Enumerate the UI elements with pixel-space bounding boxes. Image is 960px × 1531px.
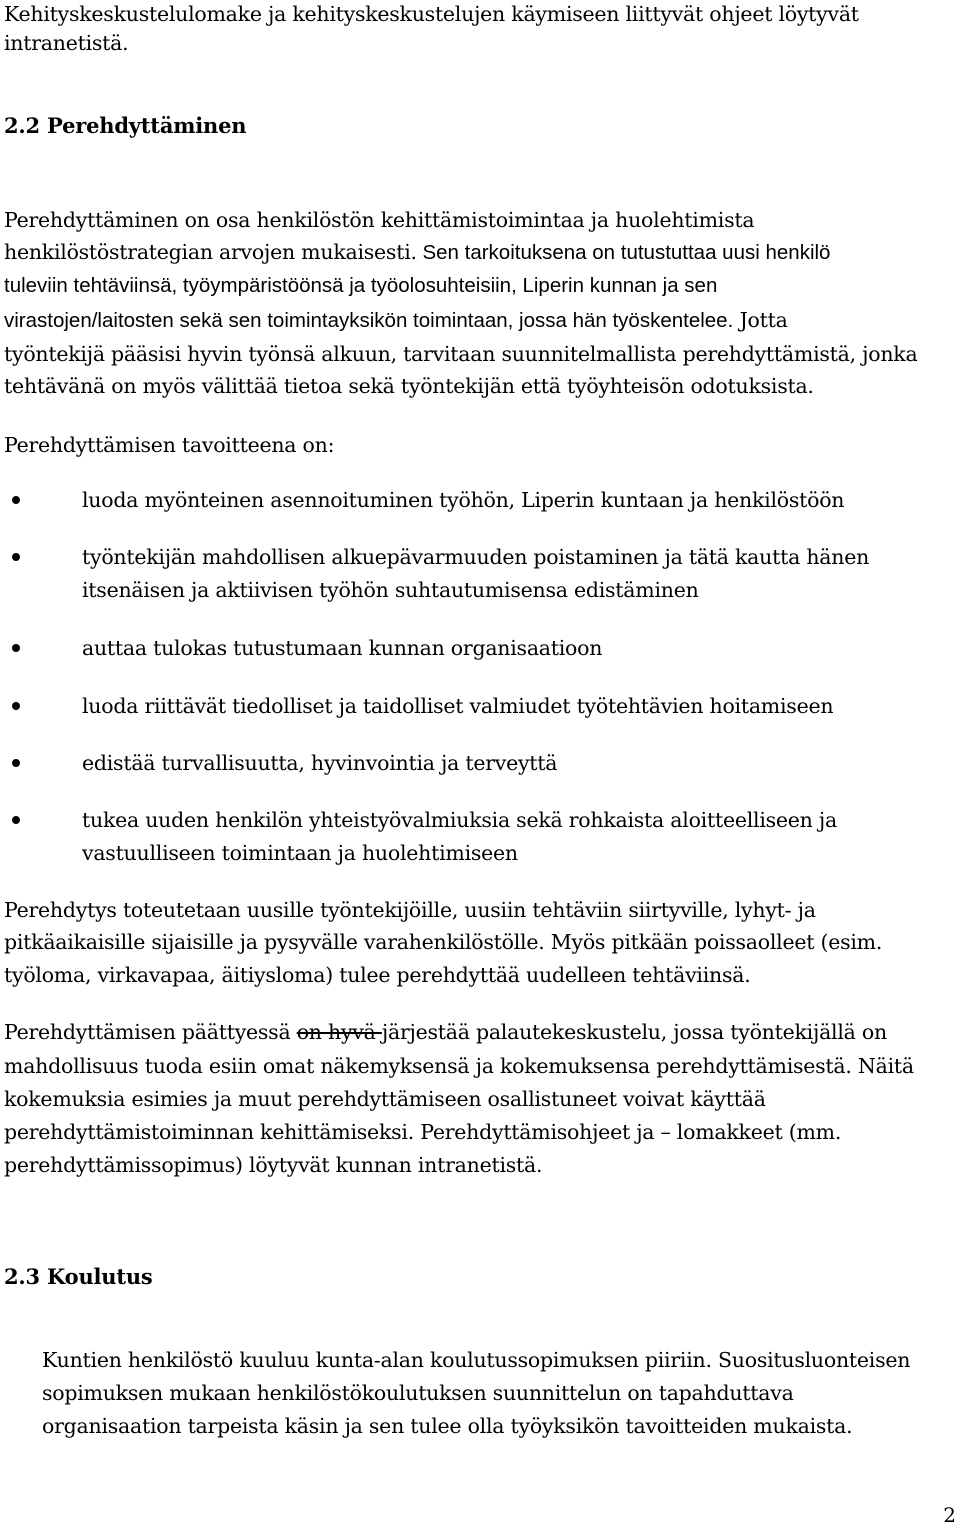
bullet-icon <box>12 553 20 561</box>
paragraph-text: Perehdyttämisen päättyessä <box>4 1020 297 1044</box>
bullet-icon <box>12 702 20 710</box>
paragraph-line: tehtävänä on myös välittää tietoa sekä työntekijän että työyhteisön odotuksista. <box>4 374 814 398</box>
paragraph-line: Kuntien henkilöstö kuuluu kunta-alan koulutussopimuksen piiriin. Suositusluonteisen <box>42 1348 911 1372</box>
paragraph-line: mahdollisuus tuoda esiin omat näkemyksensä ja kokemuksensa perehdyttämisestä. Näitä <box>4 1054 914 1078</box>
intro-line-2: intranetistä. <box>4 31 129 55</box>
paragraph-text-sans: virastojen/laitosten sekä sen toimintayksikön toimintaan, jossa hän työskentelee. <box>4 309 734 332</box>
paragraph-line: työloma, virkavapaa, äitiysloma) tulee perehdyttää uudelleen tehtäviinsä. <box>4 963 751 987</box>
paragraph-line <box>4 238 830 267</box>
bullet-icon <box>12 816 20 824</box>
paragraph-line: Perehdytys toteutetaan uusille työntekijöille, uusiin tehtäviin siirtyville, lyhyt- ja <box>4 898 816 922</box>
paragraph-line: organisaation tarpeista käsin ja sen tulee olla työyksikön tavoitteiden mukaista. <box>42 1414 853 1438</box>
section-heading-perehdyttaminen: 2.2 Perehdyttäminen <box>4 113 247 138</box>
struck-text: on hyvä <box>296 1020 382 1044</box>
list-item: edistää turvallisuutta, hyvinvointia ja terveyttä <box>82 751 558 775</box>
paragraph-line: kokemuksia esimies ja muut perehdyttämiseen osallistuneet voivat käyttää <box>4 1087 766 1111</box>
paragraph-text-serif: henkilöstöstrategian arvojen mukaisesti. <box>4 240 417 264</box>
list-item: tukea uuden henkilön yhteistyövalmiuksia sekä rohkaista aloitteelliseen ja <box>82 808 837 832</box>
list-item: työntekijän mahdollisen alkuepävarmuuden poistaminen ja tätä kautta hänen <box>82 545 870 569</box>
intro-line-1: Kehityskeskustelulomake ja kehityskeskustelujen käymiseen liittyvät ohjeet löytyvät <box>4 2 859 26</box>
paragraph-line <box>4 1018 887 1046</box>
list-item-continuation: itsenäisen ja aktiivisen työhön suhtautumisensa edistäminen <box>82 578 699 602</box>
bullet-icon <box>12 759 20 767</box>
paragraph-line: työntekijä pääsisi hyvin työnsä alkuun, tarvitaan suunnitelmallista perehdyttämistä, jonka <box>4 342 918 366</box>
section-heading-koulutus: 2.3 Koulutus <box>4 1264 153 1289</box>
bullet-icon <box>12 644 20 652</box>
paragraph-line: sopimuksen mukaan henkilöstökoulutuksen suunnittelun on tapahduttava <box>42 1381 794 1405</box>
list-item: auttaa tulokas tutustumaan kunnan organisaatioon <box>82 636 603 660</box>
paragraph-text-serif: Jotta <box>733 308 788 332</box>
paragraph-line: Perehdyttäminen on osa henkilöstön kehittämistoimintaa ja huolehtimista <box>4 208 755 232</box>
goals-intro: Perehdyttämisen tavoitteena on: <box>4 433 335 457</box>
list-item: luoda myönteinen asennoituminen työhön, Liperin kuntaan ja henkilöstöön <box>82 488 845 512</box>
paragraph-line <box>4 306 788 335</box>
page-number: 2 <box>943 1503 956 1527</box>
paragraph-line: pitkäaikaisille sijaisille ja pysyvälle varahenkilöstölle. Myös pitkään poissaolleet (esim. <box>4 930 883 954</box>
list-item: luoda riittävät tiedolliset ja taidolliset valmiudet työtehtävien hoitamiseen <box>82 694 834 718</box>
paragraph-text-sans: Sen tarkoituksena on tutustuttaa uusi henkilö <box>416 241 831 264</box>
bullet-icon <box>12 496 20 504</box>
paragraph-line: perehdyttämistoiminnan kehittämiseksi. Perehdyttämisohjeet ja – lomakkeet (mm. <box>4 1120 842 1144</box>
list-item-continuation: vastuulliseen toimintaan ja huolehtimiseen <box>82 841 518 865</box>
paragraph-line: tuleviin tehtäviinsä, työympäristöönsä ja työolosuhteisiin, Liperin kunnan ja sen <box>4 274 718 297</box>
paragraph-line: perehdyttämissopimus) löytyvät kunnan intranetistä. <box>4 1153 543 1177</box>
paragraph-text: järjestää palautekeskustelu, jossa työntekijällä on <box>381 1020 887 1044</box>
